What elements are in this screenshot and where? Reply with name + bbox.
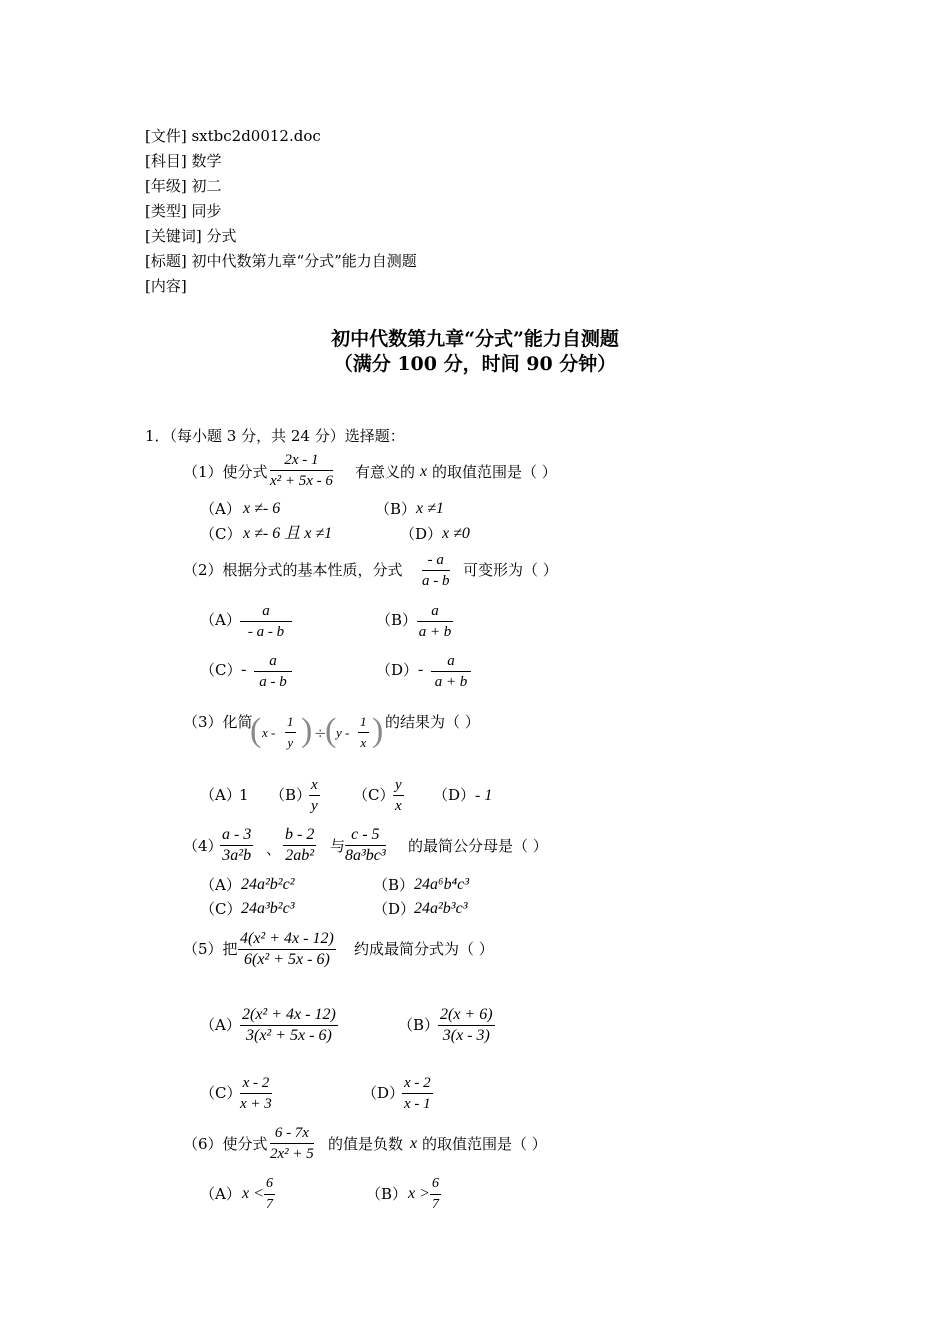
q4-frac2-den: 2ab² (285, 847, 315, 864)
q3-stem-post: 的结果为（ ） (385, 713, 480, 731)
q3-c-den: x (395, 798, 402, 814)
q6-frac-num: 6 - 7x (270, 1123, 314, 1144)
q3-x: x - (262, 725, 276, 740)
q3-b-den: y (311, 798, 318, 814)
q6-stem-post: 的值是负数 (328, 1135, 404, 1153)
q3-option-b-label: （B） (270, 786, 312, 804)
q3-b-num: x (309, 775, 320, 796)
q1-option-a-label: （A） (200, 500, 241, 518)
q5-frac-den: 6(x² + 5x - 6) (244, 951, 330, 968)
q1-frac-num: 2x - 1 (270, 450, 333, 471)
q6-option-a (264, 1174, 275, 1215)
q3-left-paren-2: ( (325, 712, 337, 749)
q3-divide: ÷ (314, 724, 327, 742)
q2-option-b-label: （B） (376, 611, 418, 629)
q5-a-den: 3(x² + 5x - 6) (246, 1027, 332, 1044)
q4-sep: 、 (266, 840, 282, 858)
q4-frac3-num: c - 5 (345, 825, 386, 846)
q2-frac-num: - a (422, 550, 450, 571)
q2-c-num: a (254, 651, 292, 672)
q2-b-den: a + b (418, 624, 452, 640)
meta-content: [内容] (145, 277, 187, 295)
q2-option-d (431, 651, 471, 692)
q3-stem-pre: （3）化简 (183, 713, 253, 731)
q4-stem-post: 的最简公分母是（ ） (408, 837, 548, 855)
q5-c-den: x + 3 (240, 1096, 272, 1112)
q2-a-den: - a - b (247, 624, 285, 640)
meta-title: [标题] 初中代数第九章“分式”能力自测题 (145, 252, 417, 270)
q5-a-num: 2(x² + 4x - 12) (240, 1005, 338, 1026)
q3-left-paren-1: ( (250, 712, 262, 749)
q2-stem-pre: （2）根据分式的基本性质，分式 (183, 561, 403, 579)
q4-stem-pre: （4） (183, 837, 223, 855)
q4-option-d-label: （D） (373, 900, 416, 918)
meta-file: [文件] sxtbc2d0012.doc (145, 127, 321, 145)
q3-y: y - (336, 725, 350, 740)
q1-option-c-label: （C） (200, 525, 242, 543)
q1-option-d: x ≠0 (442, 525, 470, 542)
page-title: 初中代数第九章“分式”能力自测题 (331, 328, 619, 350)
q4-option-c-label: （C） (200, 900, 242, 918)
q3-right-paren-2: ) (372, 712, 384, 749)
q2-option-c (254, 651, 292, 692)
q2-c-sign: - (241, 661, 247, 678)
q6-option-b-label: （B） (366, 1185, 408, 1203)
q6-b-num: 6 (430, 1174, 441, 1195)
section-heading: 1．（每小题 3 分，共 24 分）选择题： (145, 427, 405, 445)
q6-fraction (270, 1123, 314, 1164)
q5-frac-num: 4(x² + 4x - 12) (238, 929, 336, 950)
q2-stem-post: 可变形为（ ） (463, 561, 558, 579)
q4-frac2-num: b - 2 (283, 825, 316, 846)
q6-option-b (430, 1174, 441, 1215)
q5-option-d-label: （D） (362, 1084, 405, 1102)
q3-option-d-label: （D） (433, 786, 476, 804)
q3-frac1-den: y (287, 735, 294, 750)
q4-option-b: 24a⁶b⁴c³ (414, 876, 470, 893)
q5-c-num: x - 2 (240, 1073, 272, 1094)
q6-a-pre: x < (242, 1185, 264, 1202)
q5-b-num: 2(x + 6) (438, 1005, 495, 1026)
q5-b-den: 3(x - 3) (442, 1027, 490, 1044)
q5-option-b-label: （B） (398, 1016, 440, 1034)
q4-and: 与 (330, 837, 346, 855)
q1-option-a: x ≠- 6 (243, 500, 281, 517)
q4-frac1-num: a - 3 (220, 825, 253, 846)
q2-option-b (417, 601, 453, 642)
meta-grade: [年级] 初二 (145, 177, 222, 195)
q6-a-num: 6 (264, 1174, 275, 1195)
q1-fraction (270, 450, 333, 491)
q3-frac1-num: 1 (285, 712, 296, 733)
q1-option-b-label: （B） (375, 500, 417, 518)
q3-option-b (309, 775, 320, 816)
q1-stem-pre: （1）使分式 (183, 463, 268, 481)
q5-option-a-label: （A） (200, 1016, 241, 1034)
q1-stem-post: 有意义的 (355, 463, 416, 481)
q3-frac1 (285, 712, 296, 753)
q2-d-sign: - (418, 661, 424, 678)
q5-d-num: x - 2 (402, 1073, 433, 1094)
q3-option-d: - 1 (475, 787, 493, 804)
q4-frac1 (220, 825, 253, 866)
meta-type: [类型] 同步 (145, 202, 222, 220)
q3-frac2-num: 1 (358, 712, 369, 733)
q4-frac3 (345, 825, 386, 866)
q1-option-c: x ≠- 6 且 x ≠1 (243, 525, 333, 542)
q3-right-paren-1: ) (301, 712, 313, 749)
q6-b-pre: x > (408, 1185, 430, 1202)
q4-option-a: 24a²b²c² (241, 876, 295, 893)
q2-d-num: a (431, 651, 471, 672)
q5-option-d (402, 1073, 433, 1114)
q2-c-den: a - b (259, 674, 287, 690)
q2-fraction (422, 550, 450, 591)
q2-option-c-label: （C） (200, 661, 242, 679)
q3-frac2-den: x (360, 735, 367, 750)
q5-stem-pre: （5）把 (183, 940, 238, 958)
q6-var: x (410, 1135, 418, 1152)
q2-option-d-label: （D） (376, 661, 419, 679)
q2-a-num: a (240, 601, 292, 622)
q5-fraction (238, 929, 336, 970)
q1-option-d-label: （D） (400, 525, 443, 543)
q1-frac-den: x² + 5x - 6 (270, 473, 333, 489)
q5-stem-post: 约成最简分式为（ ） (354, 940, 494, 958)
q2-frac-den: a - b (422, 573, 450, 589)
page-subtitle: （满分 100 分，时间 90 分钟） (333, 353, 617, 375)
q6-stem-pre: （6）使分式 (183, 1135, 268, 1153)
q4-frac3-den: 8a³bc³ (345, 847, 386, 864)
q4-frac2 (283, 825, 316, 866)
q6-option-a-label: （A） (200, 1185, 241, 1203)
q5-option-b (438, 1005, 495, 1046)
q3-option-c (393, 775, 404, 816)
q4-option-d: 24a²b³c³ (414, 900, 468, 917)
q2-b-num: a (417, 601, 453, 622)
q3-c-num: y (393, 775, 404, 796)
q3-option-a-label: （A） (200, 786, 241, 804)
q3-frac2 (358, 712, 369, 753)
q2-option-a (240, 601, 292, 642)
q1-option-b: x ≠1 (416, 500, 444, 517)
q1-stem-end: 的取值范围是（ ） (432, 463, 557, 481)
q4-frac1-den: 3a²b (222, 847, 252, 864)
q2-d-den: a + b (434, 674, 468, 690)
q4-option-b-label: （B） (373, 876, 415, 894)
q6-a-den: 7 (266, 1197, 273, 1212)
q6-b-den: 7 (432, 1197, 439, 1212)
meta-keywords: [关键词] 分式 (145, 227, 237, 245)
q4-option-c: 24a³b²c³ (241, 900, 295, 917)
meta-subject: [科目] 数学 (145, 152, 222, 170)
q1-var: x (420, 463, 428, 480)
q5-d-den: x - 1 (404, 1096, 431, 1112)
q6-frac-den: 2x² + 5 (270, 1146, 314, 1162)
q3-option-c-label: （C） (353, 786, 395, 804)
q3-option-a: 1 (239, 786, 249, 804)
q6-stem-end: 的取值范围是（ ） (422, 1135, 547, 1153)
q5-option-c (240, 1073, 272, 1114)
q5-option-c-label: （C） (200, 1084, 242, 1102)
q5-option-a (240, 1005, 338, 1046)
q4-option-a-label: （A） (200, 876, 241, 894)
q2-option-a-label: （A） (200, 611, 241, 629)
